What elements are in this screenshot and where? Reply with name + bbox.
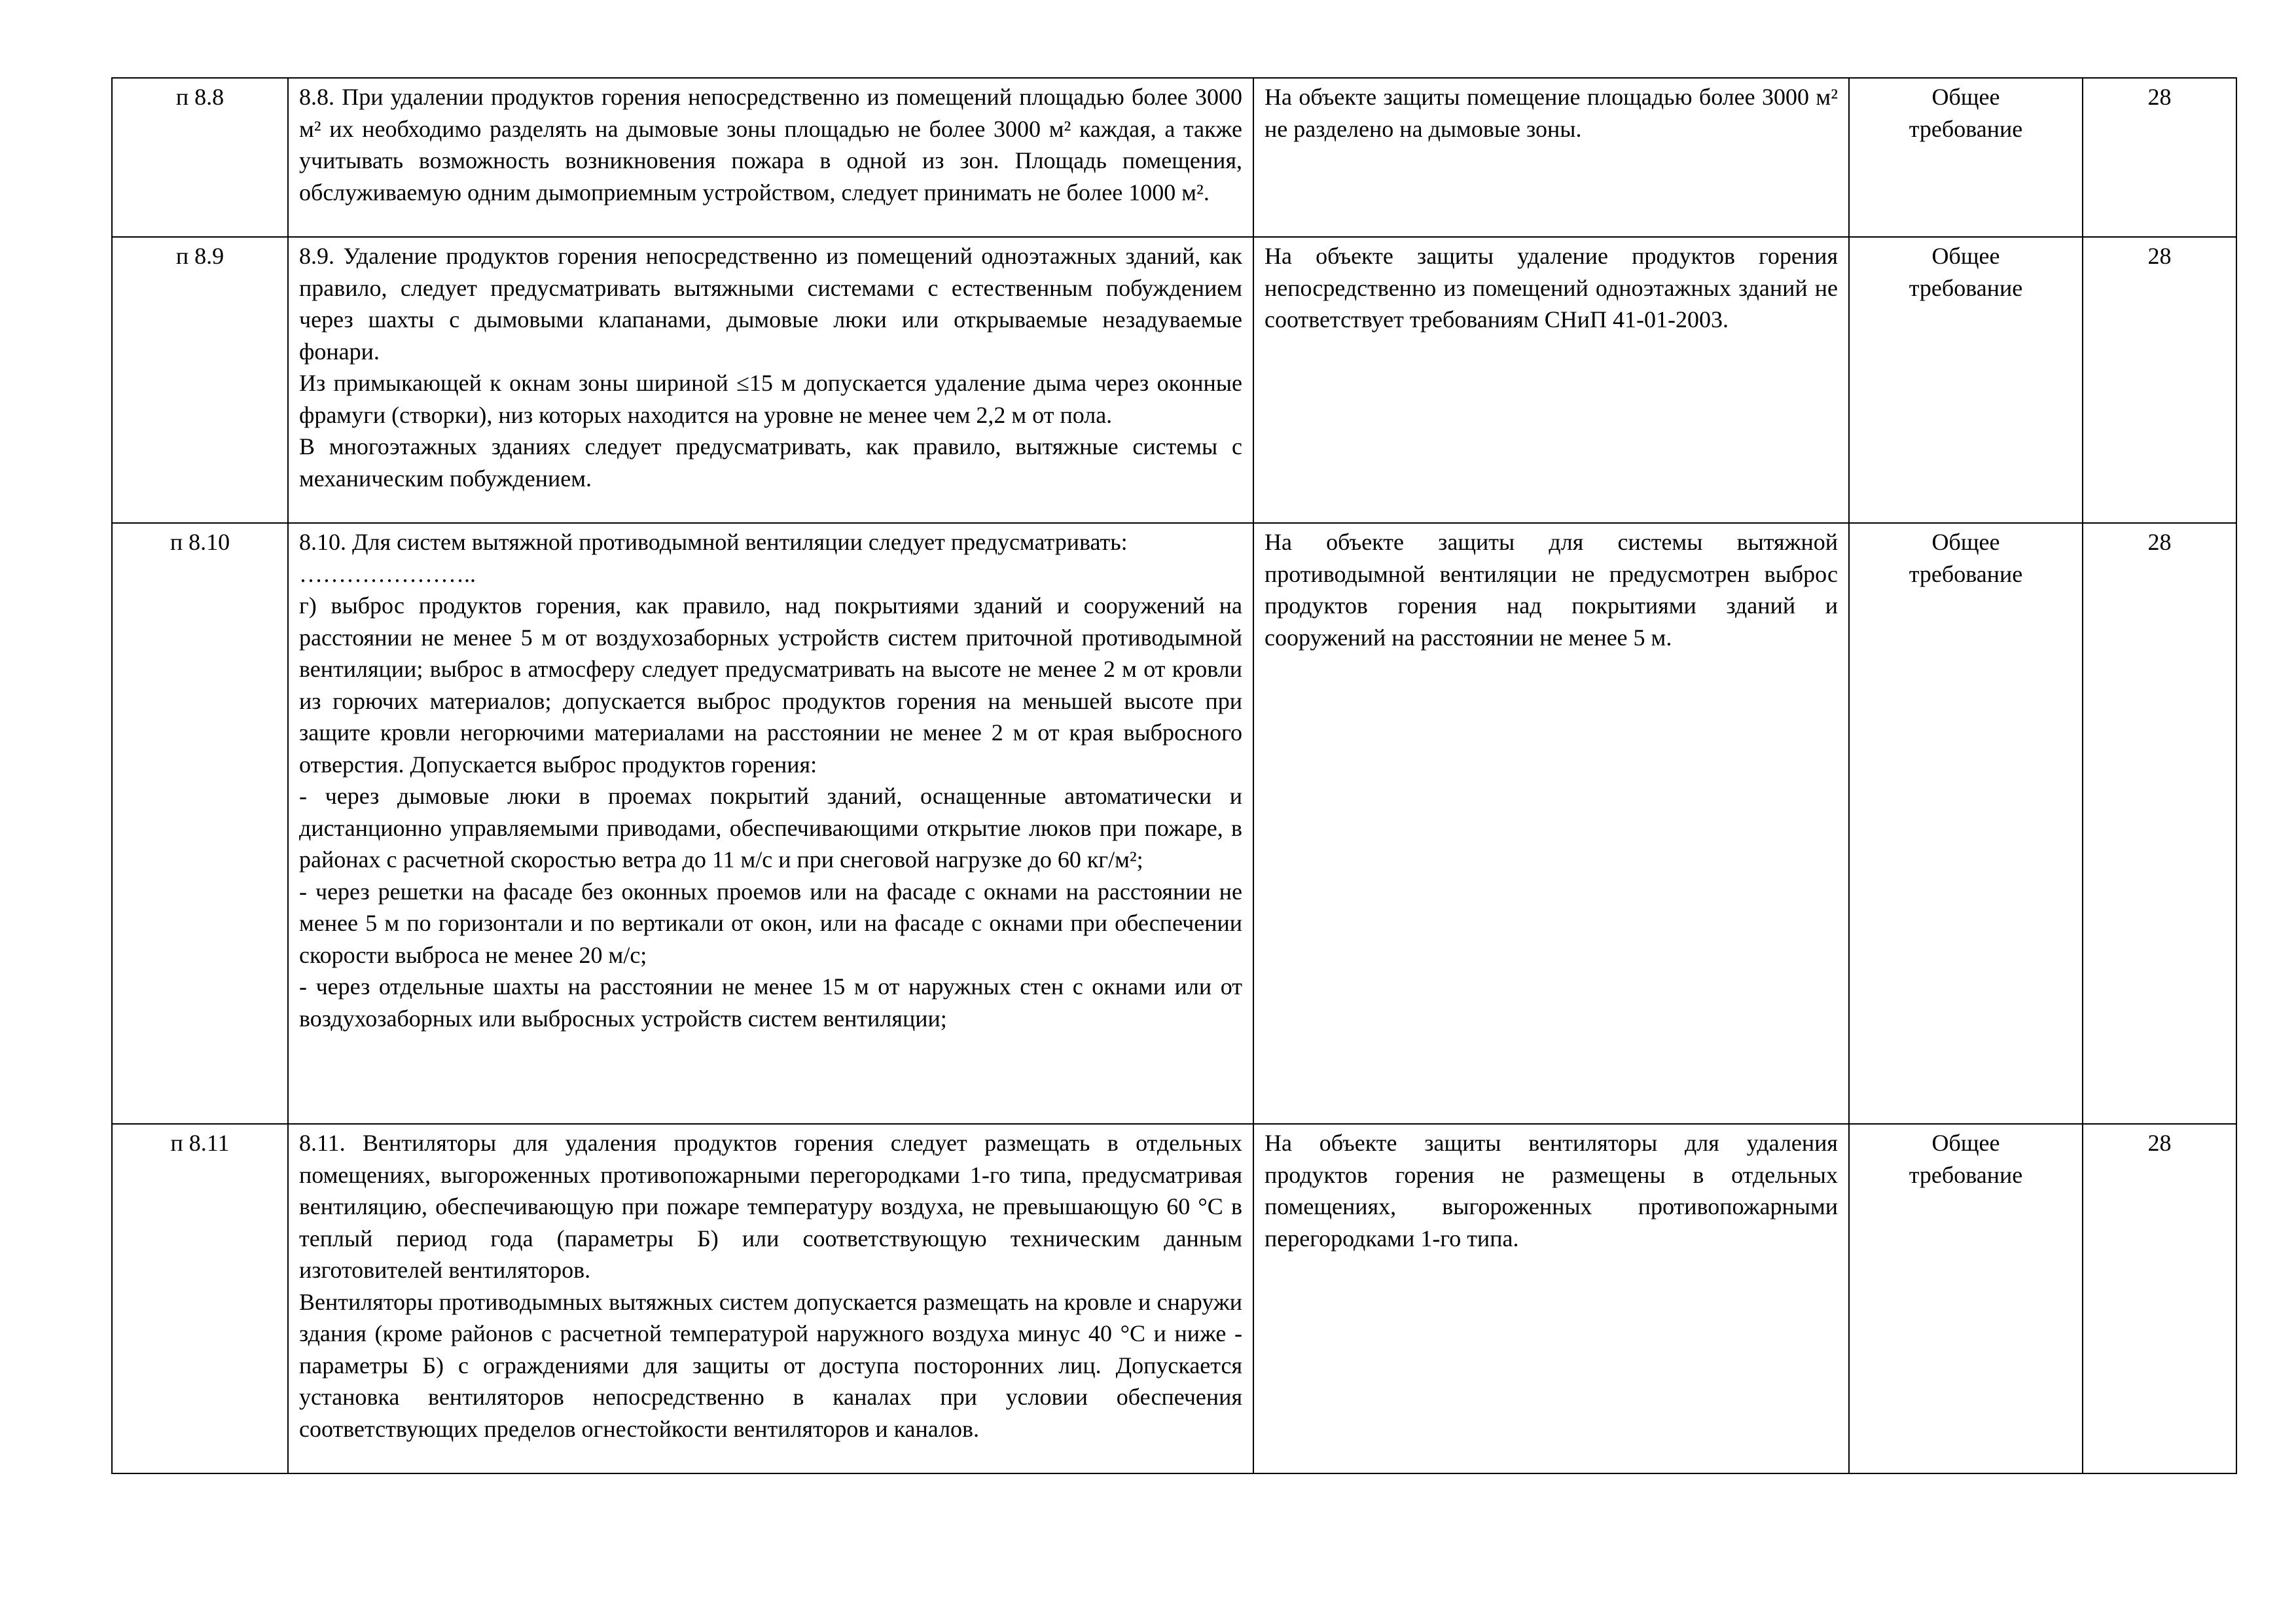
- requirement-text: [288, 78, 1253, 237]
- requirement-paragraph: В многоэтажных зданиях следует предусматривать, как правило, вытяжные системы с механическим побуждением.: [299, 433, 1242, 492]
- requirement-paragraph: Из примыкающей к окнам зоны шириной ≤15 м допускается удаление дыма через оконные фрамуги (створки), низ которых находится на уровне не менее чем 2,2 м от пола.: [299, 370, 1242, 428]
- finding-paragraph: На объекте защиты для системы вытяжной противодымной вентиляции не предусмотрен выброс продуктов горения над покрытиями зданий и сооружений на расстоянии не менее 5 м.: [1265, 529, 1838, 651]
- requirement-paragraph: - через отдельные шахты на расстоянии не менее 15 м от наружных стен с окнами или от воздухозаборных или выбросных устройств систем вентиляции;: [299, 973, 1242, 1032]
- requirement-type-line-2: требование: [1909, 115, 2023, 142]
- finding-text: [1253, 523, 1849, 1124]
- requirement-type-line-2: требование: [1909, 274, 2023, 301]
- finding-text: [1253, 78, 1849, 237]
- page-reference: 28: [2083, 1124, 2236, 1473]
- requirement-ellipsis: …………………..: [299, 560, 476, 587]
- finding-paragraph: На объекте защиты удаление продуктов горения непосредственно из помещений одноэтажных зданий не соответствует требованиям СНиП 41-01-2003.: [1265, 243, 1838, 333]
- requirement-paragraph: 8.8. При удалении продуктов горения непосредственно из помещений площадью более 3000 м² их необходимо разделять на дымовые зоны площадью не более 3000 м² каждая, а также учитывать возможность возникновения пожара в одной из зон. Площадь помещения, обслуживаемую одним дымоприемным устройством, следует принимать не более 1000 м².: [299, 84, 1242, 206]
- requirement-type-line-2: требование: [1909, 560, 2023, 587]
- requirement-type-line-2: требование: [1909, 1161, 2023, 1188]
- table-row: [112, 237, 2236, 523]
- requirement-type-line-1: Общее: [1931, 243, 2000, 269]
- requirement-paragraph: 8.10. Для систем вытяжной противодымной вентиляции следует предусматривать:: [299, 529, 1128, 555]
- finding-text: [1253, 237, 1849, 523]
- requirement-paragraph: г) выброс продуктов горения, как правило, над покрытиями зданий и сооружений на расстоянии не менее 5 м от воздухозаборных устройств систем приточной противодымной вентиляции; выброс в атмосферу следует предусматривать на высоте не менее 2 м от кровли из горючих материалов; допускается выброс продуктов горения на меньшей высоте при защите кровли негорючими материалами на расстоянии не менее 2 м от края выбросного отверстия. Допускается выброс продуктов горения:: [299, 592, 1242, 778]
- requirement-type-line-1: Общее: [1931, 84, 2000, 110]
- requirement-type: [1849, 78, 2083, 237]
- page-reference: 28: [2083, 78, 2236, 237]
- requirement-paragraph: - через дымовые люки в проемах покрытий зданий, оснащенные автоматически и дистанционно управляемыми приводами, обеспечивающими открытие люков при пожаре, в районах с расчетной скоростью ветра до 11 м/с и при снеговой нагрузке до 60 кг/м²;: [299, 783, 1242, 873]
- clause-number: п 8.8: [112, 78, 288, 237]
- requirement-text: [288, 523, 1253, 1124]
- requirement-paragraph: Вентиляторы противодымных вытяжных систем допускается размещать на кровле и снаружи здания (кроме районов с расчетной температурой наружного воздуха минус 40 °С и ниже - параметры Б) с ограждениями для защиты от доступа посторонних лиц. Допускается установка вентиляторов непосредственно в каналах при условии обеспечения соответствующих пределов огнестойкости вентиляторов и каналов.: [299, 1288, 1242, 1442]
- clause-number: п 8.10: [112, 523, 288, 1124]
- document-page: [111, 77, 2236, 1474]
- requirement-type: [1849, 237, 2083, 523]
- requirement-type-line-1: Общее: [1931, 529, 2000, 555]
- table-row: [112, 78, 2236, 237]
- requirement-type: [1849, 1124, 2083, 1473]
- clause-number: п 8.9: [112, 237, 288, 523]
- table-row: [112, 523, 2236, 1124]
- requirement-paragraph: 8.9. Удаление продуктов горения непосредственно из помещений одноэтажных зданий, как правило, следует предусматривать вытяжными системами с естественным побуждением через шахты с дымовыми клапанами, дымовые люки или открываемые незадуваемые фонари.: [299, 243, 1242, 365]
- table-row: [112, 1124, 2236, 1473]
- requirement-text: [288, 1124, 1253, 1473]
- clause-number: п 8.11: [112, 1124, 288, 1473]
- requirement-paragraph: - через решетки на фасаде без оконных проемов или на фасаде с окнами на расстоянии не менее 5 м по горизонтали и по вертикали от окон, или на фасаде с окнами при обеспечении скорости выброса не менее 20 м/с;: [299, 878, 1242, 968]
- requirement-type-line-1: Общее: [1931, 1130, 2000, 1156]
- requirement-text: [288, 237, 1253, 523]
- finding-paragraph: На объекте защиты помещение площадью более 3000 м² не разделено на дымовые зоны.: [1265, 84, 1838, 142]
- requirement-type: [1849, 523, 2083, 1124]
- page-reference: 28: [2083, 523, 2236, 1124]
- finding-text: [1253, 1124, 1849, 1473]
- requirement-paragraph: 8.11. Вентиляторы для удаления продуктов горения следует размещать в отдельных помещениях, выгороженных противопожарными перегородками 1-го типа, предусматривая вентиляцию, обеспечивающую при пожаре температуру воздуха, не превышающую 60 °С в теплый период года (параметры Б) или соответствующую техническим данным изготовителей вентиляторов.: [299, 1130, 1242, 1283]
- violations-table: [111, 77, 2237, 1474]
- finding-paragraph: На объекте защиты вентиляторы для удаления продуктов горения не размещены в отдельных помещениях, выгороженных противопожарными перегородками 1-го типа.: [1265, 1130, 1838, 1252]
- page-reference: 28: [2083, 237, 2236, 523]
